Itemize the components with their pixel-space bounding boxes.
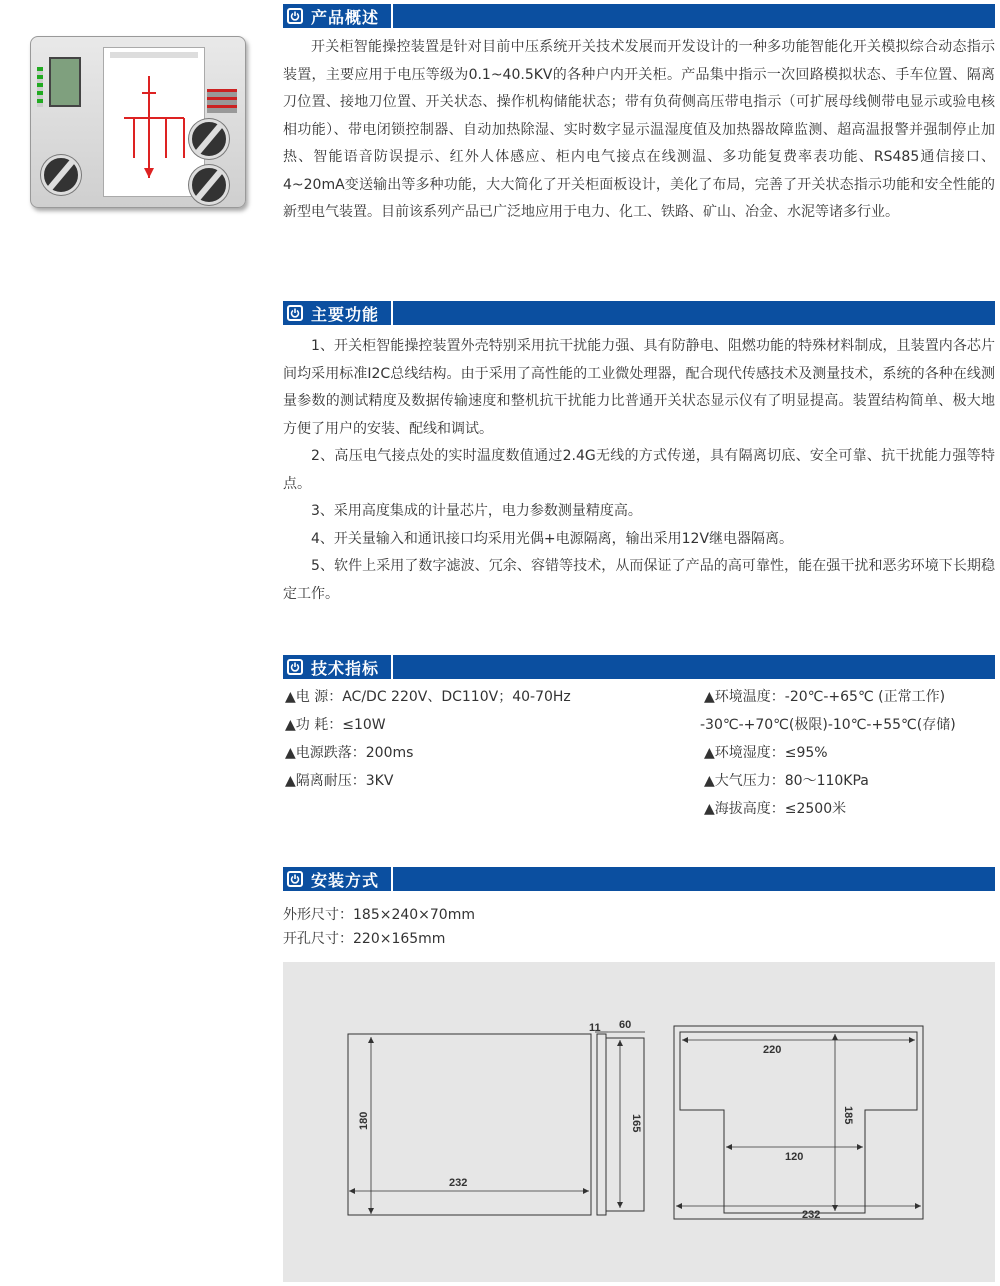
spec-power-drop: ▲电源跌落：200ms	[285, 745, 414, 761]
dimension-drawing	[283, 962, 995, 1282]
function-item-4: 4、开关量输入和通讯接口均采用光偶+电源隔离，输出采用12V继电器隔离。	[311, 530, 794, 547]
power-icon	[287, 871, 303, 887]
spec-pressure: ▲大气压力：80〜110KPa	[704, 773, 869, 789]
function-item-3: 3、采用高度集成的计量芯片，电力参数测量精度高。	[311, 503, 642, 519]
spec-power-consumption: ▲功 耗：≤10W	[285, 717, 386, 733]
specs-left-list	[285, 683, 571, 795]
section-title: 技术指标	[311, 658, 380, 678]
function-item-2: 2、高压电气接点处的实时温度数值通过2.4G无线的方式传递，具有隔离切底、安全可靠、抗干扰能力强等特点。	[283, 448, 995, 492]
spec-power-supply: ▲电 源：AC/DC 220V、DC110V；40-70Hz	[285, 689, 571, 705]
cutout-size: 开孔尺寸：220×165mm	[283, 931, 446, 947]
power-icon	[287, 305, 303, 321]
product-photo	[30, 36, 246, 208]
section-title: 安装方式	[311, 870, 380, 890]
spec-isolation-voltage: ▲隔离耐压：3KV	[285, 773, 394, 789]
section-header-functions	[283, 301, 995, 325]
dim-side-thickness: 11	[589, 1022, 601, 1034]
dim-cut-width: 220	[763, 1044, 782, 1056]
dim-cut-height: 185	[842, 1106, 854, 1125]
power-icon	[287, 8, 303, 24]
spec-humidity: ▲环境湿度：≤95%	[704, 745, 828, 761]
right-rotary-switch	[189, 165, 229, 205]
section-header-specs	[283, 655, 995, 679]
dim-side-height: 165	[630, 1114, 642, 1133]
dim-cut-total: 232	[802, 1209, 821, 1221]
specs-right-list	[700, 683, 956, 823]
dim-front-width: 232	[449, 1177, 468, 1189]
mimic-panel	[103, 47, 205, 197]
overview-text	[283, 34, 995, 227]
function-item-1: 1、开关柜智能操控装置外壳特别采用抗干扰能力强、具有防静电、阻燃功能的特殊材料制成，且装置内各芯片间均采用标准I2C总线结构。由于采用了高性能的工业微处理器，配合现代传感技术及测量技术，系统的各种在线测量参数的测试精度及数据传输速度和整机抗干扰能力比普通开关状态显示仪有了明显提高。装置结构简单、极大地方便了用户的安装、配线和调试。	[283, 338, 995, 437]
section-header-overview	[283, 4, 995, 28]
outer-size: 外形尺寸：185×240×70mm	[283, 907, 475, 923]
spec-altitude: ▲海拔高度：≤2500米	[704, 801, 847, 817]
top-rotary-switch	[189, 119, 229, 159]
section-title: 主要功能	[311, 304, 380, 324]
functions-text	[283, 333, 995, 608]
spec-temp-limits: -30℃-+70℃(极限)-10℃-+55℃(存储)	[700, 717, 956, 733]
install-sizes	[283, 903, 475, 951]
overview-paragraph: 开关柜智能操控装置是针对目前中压系统开关技术发展而开发设计的一种多功能智能化开关模拟综合动态指示装置，主要应用于电压等级为0.1~40.5KV的各种户内开关柜。产品集中指示一次回路模拟状态、手车位置、隔离刀位置、接地刀位置、开关状态、操作机构储能状态；带有负荷侧高压带电指示（可扩展母线侧带电显示或验电核相功能）、带电闭锁控制器、自动加热除湿、实时数字显示温湿度值及加热器故障监测、超高温报警并强制停止加热、智能语音防误提示、红外人体感应、柜内电气接点在线测温、多功能复费率表功能、RS485通信接口、4~20mA变送输出等多种功能，大大简化了开关柜面板设计，美化了布局，完善了开关状态指示功能和安全性能的新型电气装置。目前该系列产品已广泛地应用于电力、化工、铁路、矿山、冶金、水泥等诸多行业。	[283, 39, 995, 220]
dim-side-depth: 60	[619, 1019, 632, 1031]
section-header-install	[283, 867, 995, 891]
spec-ambient-temp: ▲环境温度：-20℃-+65℃ (正常工作)	[704, 689, 946, 705]
function-item-5: 5、软件上采用了数字滤波、冗余、容错等技术，从而保证了产品的高可靠性，能在强干扰和恶劣环境下长期稳定工作。	[283, 558, 995, 602]
dim-cut-inner: 120	[785, 1151, 804, 1163]
left-rotary-switch	[41, 155, 81, 195]
section-title: 产品概述	[311, 7, 380, 27]
lcd-display	[49, 57, 81, 107]
dim-front-height: 180	[358, 1111, 370, 1130]
power-icon	[287, 659, 303, 675]
